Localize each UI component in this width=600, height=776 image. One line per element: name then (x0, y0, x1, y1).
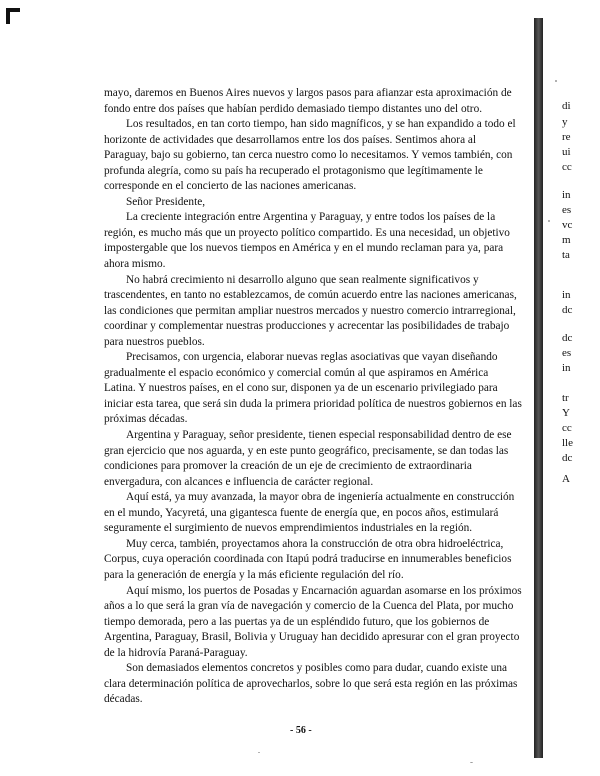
corner-mark (6, 8, 20, 24)
facing-page-fragment: re (562, 131, 571, 143)
facing-page-fragment: ta (562, 249, 570, 261)
facing-page-fragment: dc (562, 332, 573, 344)
facing-page-fragment: in (562, 289, 571, 301)
facing-page-fragment: y (562, 116, 568, 128)
paragraph: mayo, daremos en Buenos Aires nuevos y largos pasos para afianzar esta aproximación de fondo entre dos países que habían perdido demasiado tiempo distantes uno del otro. (104, 87, 512, 115)
paragraph: Aquí mismo, los puertos de Posadas y Encarnación aguardan asomarse en los próximos años a lo que será la gran vía de navegación y comercio de la Cuenca del Plata, por mucho tiempo demorada, pero a las puertas ya de un espléndido futuro, que los gobiernos de Argentina, Paraguay, Brasil, Bolivia y Uruguay han decidido apresurar con el gran proyecto de la hidrovía Paraná-Paraguay. (104, 584, 522, 659)
scan-speck (470, 762, 473, 763)
paragraph: No habrá crecimiento ni desarrollo alguno que sean realmente significativos y trascendentes, en tanto no establezcamos, de común acuerdo entre las naciones americanas, las condiciones que permitan ampliar nuestros mercados y nuestro comercio intrarregional, coordinar y complementar nuestras producciones y acrecentar las posibilidades de trabajo para nuestros pueblos. (104, 273, 517, 348)
facing-page-fragment: in (562, 189, 571, 201)
facing-page-fragment: ui (562, 146, 571, 158)
paragraph: Muy cerca, también, proyectamos ahora la construcción de otra obra hidroeléctrica, Corpus, cuya operación coordinada con Itapú podrá traducirse en innumerables beneficios para la generación de energía y la más eficiente regulación del río. (104, 537, 512, 581)
facing-page-fragment: es (562, 347, 572, 359)
page-number: - 56 - (290, 725, 312, 736)
salutation: Señor Presidente, (126, 195, 206, 208)
facing-page-fragment: vc (562, 219, 573, 231)
facing-page-fragment: cc (562, 422, 572, 434)
facing-page-fragment: Y (562, 407, 570, 419)
paragraph: La creciente integración entre Argentina y Paraguay, y entre todos los países de la región, es mucho más que un proyecto político compartido. Es una necesidad, un objetivo impostergable que los nuevos tiempos en América y en el mundo reclaman para ya, para ahora mismo. (104, 211, 510, 271)
facing-page-fragment: A (562, 473, 570, 485)
facing-page-fragment: dc (562, 304, 573, 316)
facing-page-fragment: in (562, 362, 571, 374)
scan-speck (258, 752, 260, 753)
facing-page-fragment: lle (562, 437, 573, 449)
facing-page-fragment: cc (562, 161, 572, 173)
paragraph: Argentina y Paraguay, señor presidente, tienen especial responsabilidad dentro de ese gran ejercicio que nos aguarda, y en este punto geográfico, precisamente, se dan todas las condiciones para promover la creación de un eje de crecimiento de extraordinaria envergadura, con alcances e influencia de carácter regional. (104, 429, 512, 488)
paragraph: Aquí está, ya muy avanzada, la mayor obra de ingeniería actualmente en construcción en el mundo, Yacyretá, una gigantesca fuente de energía que, en pocos años, estimulará seguramente el surgimiento de nuevos emprendimientos industriales en la región. (104, 491, 515, 535)
paragraph: Son demasiados elementos concretos y posibles como para dudar, cuando existe una clara determinación política de aprovecharlos, sobre lo que será esta región en las próximas décadas. (104, 662, 518, 706)
facing-page-fragment: es (562, 204, 572, 216)
book-spine-shadow (534, 18, 543, 758)
facing-page-fragment: dc (562, 452, 573, 464)
paragraph: Precisamos, con urgencia, elaborar nuevas reglas asociativas que vayan diseñando gradualmente el espacio económico y comercial común al que aspiramos en América Latina. Y nuestros países, en el cono sur, disponen ya de un escenario privilegiado para iniciar esta tarea, que será sin duda la primera prioridad política de nuestros gobiernos en las próximas décadas. (104, 351, 522, 426)
scan-speck (555, 80, 557, 82)
facing-page-fragment: di (562, 100, 571, 112)
scan-speck (548, 220, 550, 222)
facing-page-fragment: tr (562, 392, 569, 404)
facing-page-fragment: m (562, 234, 571, 246)
main-text-column (104, 86, 522, 708)
facing-page-margin (562, 0, 600, 776)
paragraph: Los resultados, en tan corto tiempo, han sido magníficos, y se han expandido a todo el horizonte de actividades que desarrollamos entre los dos países. Sentimos ahora al Paraguay, bajo su gobierno, tan cerca nuestro como lo necesitamos. Y vemos también, con profunda alegría, como su país ha recuperado el protagonismo que legítimamente le corresponde en el concierto de las naciones americanas. (104, 118, 516, 193)
